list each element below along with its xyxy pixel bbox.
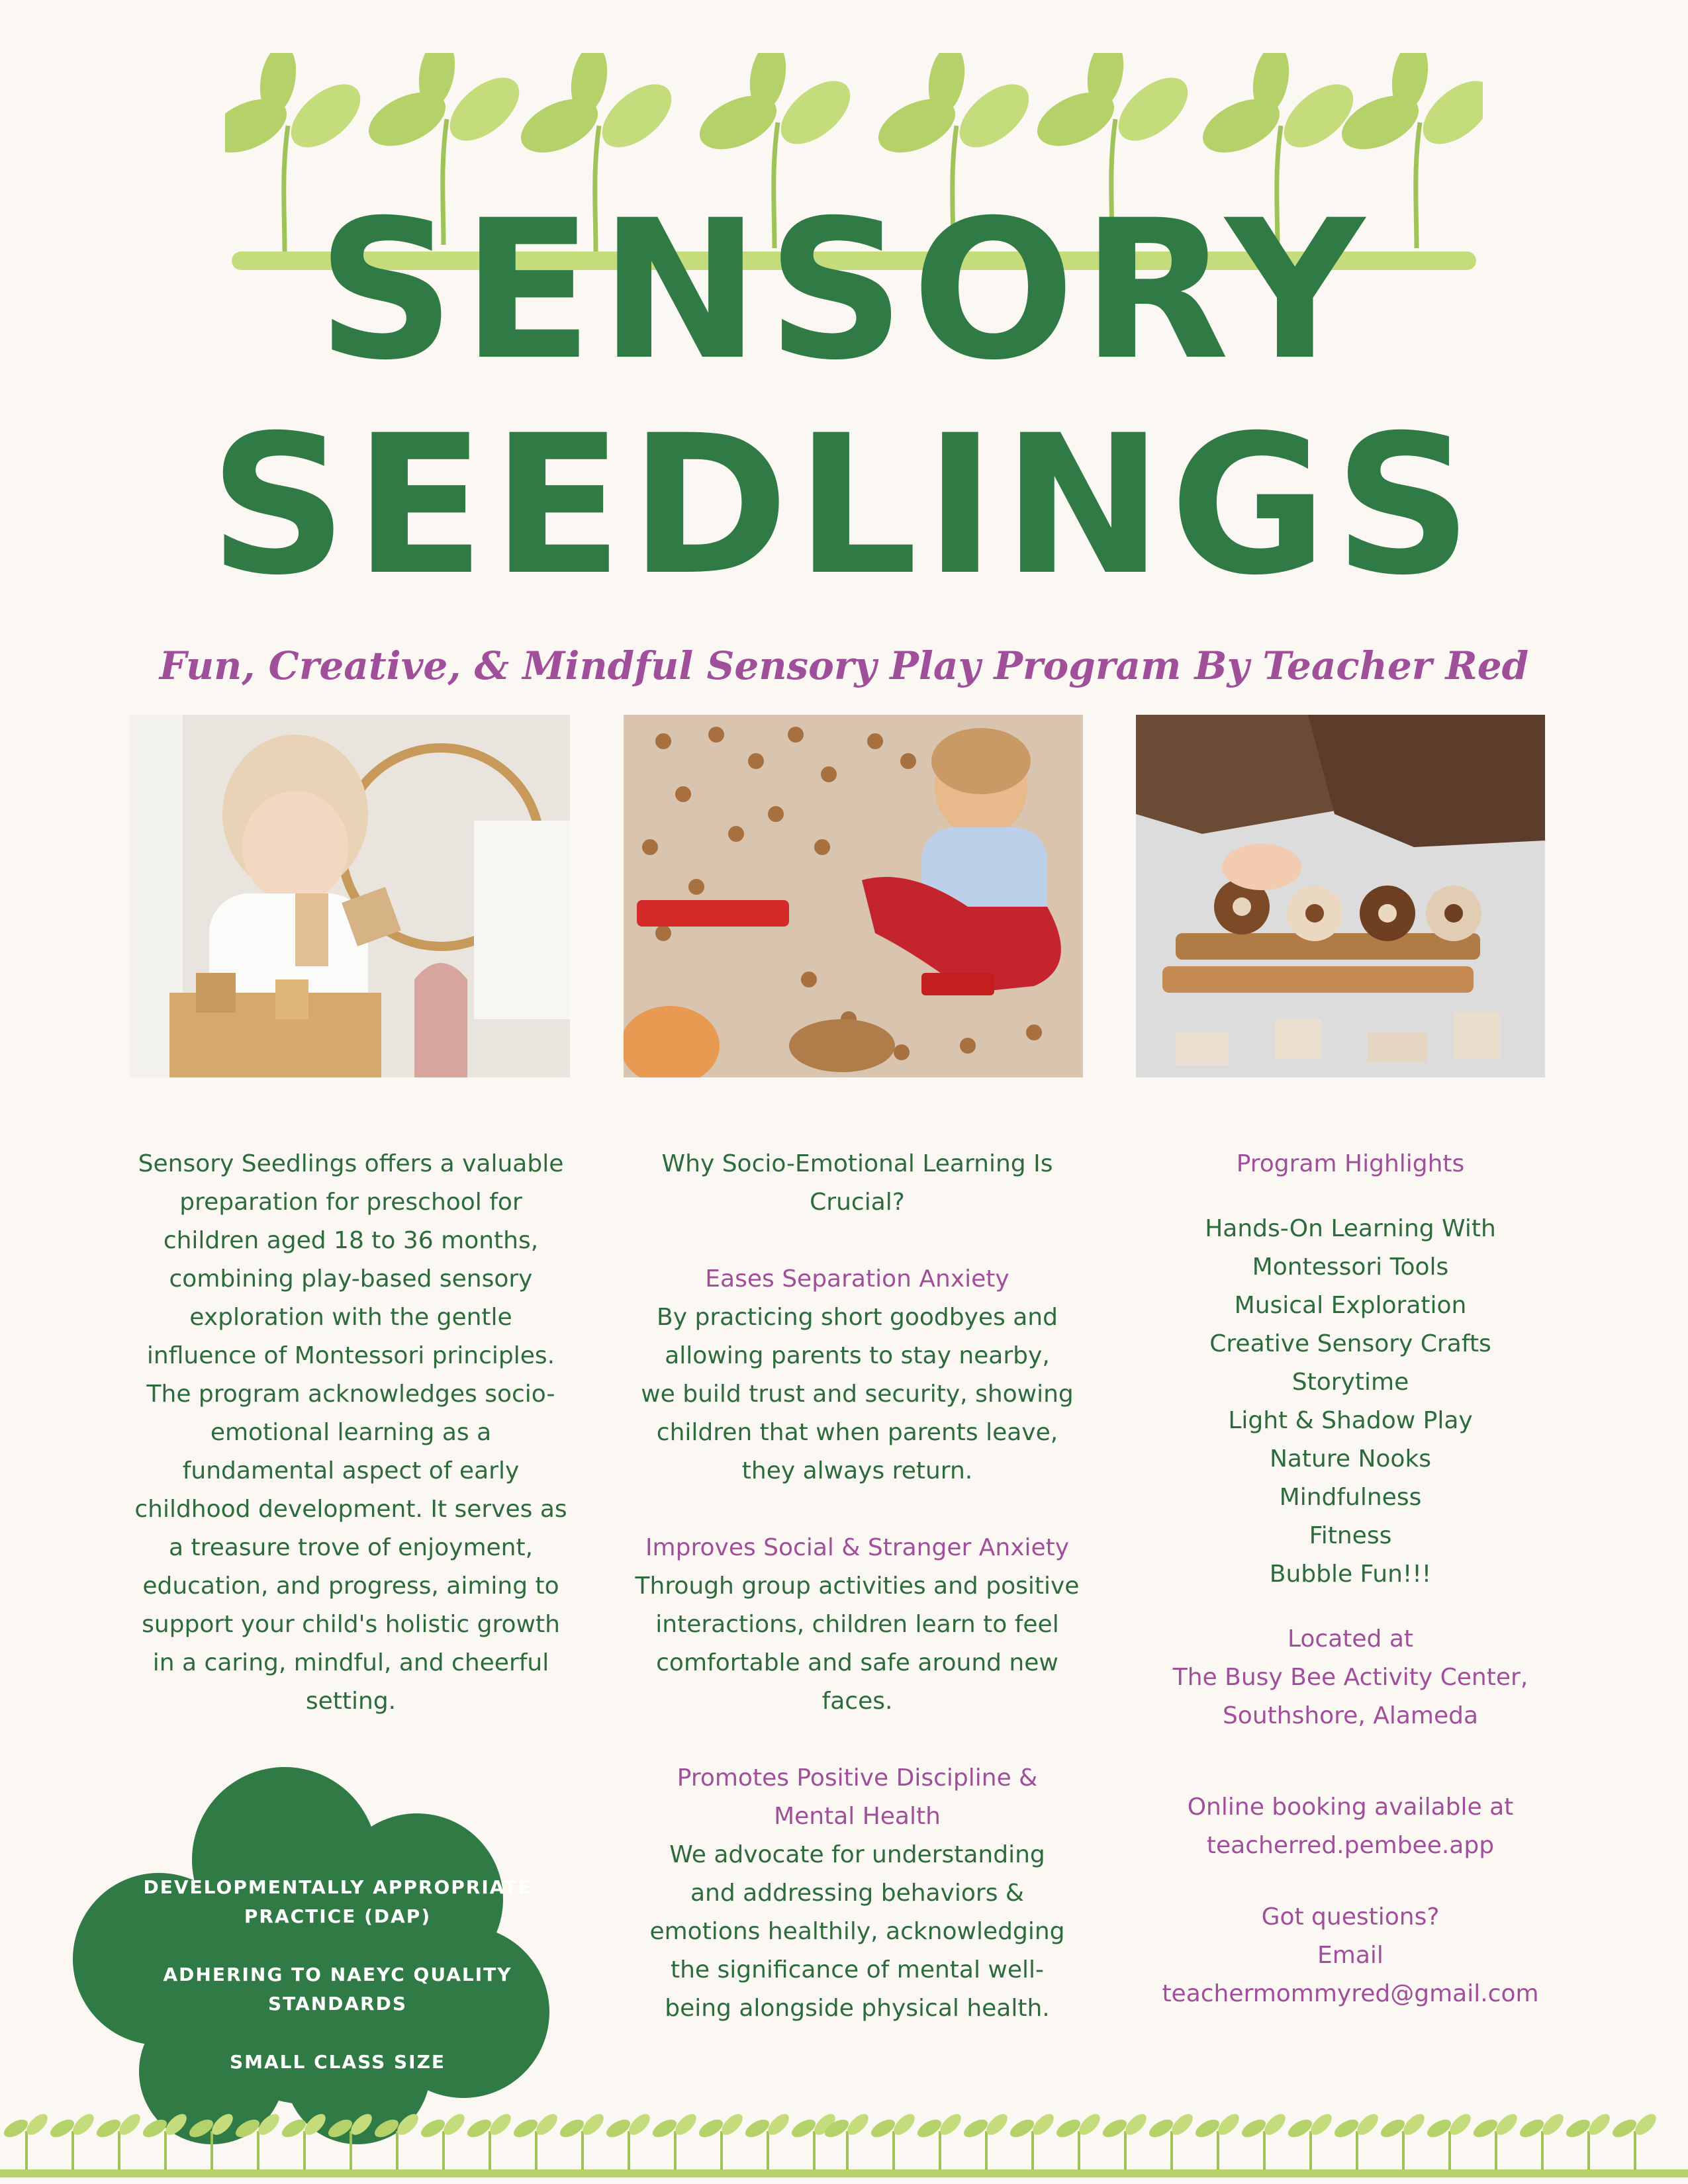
intro-line: combining play-based sensory xyxy=(169,1265,533,1293)
intro-column xyxy=(116,1145,586,1721)
intro-line: support your child's holistic growth xyxy=(142,1611,560,1638)
toddler-building-blocks-photo xyxy=(130,715,570,1077)
intro-line: in a caring, mindful, and cheerful xyxy=(152,1649,549,1676)
child-with-wooden-toy-train-photo xyxy=(1136,715,1545,1077)
sel-section-body: we build trust and security, showing xyxy=(641,1381,1074,1408)
intro-line: exploration with the gentle xyxy=(189,1304,512,1331)
contact-line: Got questions? xyxy=(1261,1903,1440,1931)
highlight-item: Storytime xyxy=(1291,1369,1409,1396)
intro-line: influence of Montessori principles. xyxy=(146,1342,555,1369)
location-line: Southshore, Alameda xyxy=(1222,1702,1479,1729)
contact-email-link[interactable]: teachermommyred@gmail.com xyxy=(1162,1980,1539,2007)
ground-sprouts-icon xyxy=(0,2091,1688,2184)
badge-list xyxy=(132,1873,543,2077)
sel-section-body: interactions, children learn to feel xyxy=(655,1611,1059,1638)
badge-line: STANDARDS xyxy=(267,1993,408,2015)
booking-link[interactable]: teacherred.pembee.app xyxy=(1206,1832,1495,1859)
sel-section-body: being alongside physical health. xyxy=(665,1995,1050,2022)
sel-section-body: emotions healthily, acknowledging xyxy=(649,1918,1065,1945)
sel-section-body: By practicing short goodbyes and xyxy=(657,1304,1058,1331)
intro-line: fundamental aspect of early xyxy=(182,1457,520,1484)
highlight-item: Bubble Fun!!! xyxy=(1269,1561,1432,1588)
highlight-item: Hands-On Learning With xyxy=(1205,1215,1496,1242)
location-line: Located at xyxy=(1287,1625,1414,1653)
highlight-item: Fitness xyxy=(1309,1522,1392,1549)
sel-section-body: the significance of mental well- xyxy=(670,1956,1045,1983)
sel-section-body: Through group activities and positive xyxy=(635,1572,1080,1600)
sel-section-heading: Mental Health xyxy=(774,1803,941,1830)
highlight-item: Mindfulness xyxy=(1279,1484,1422,1511)
sel-column xyxy=(616,1145,1099,2028)
sel-section-body: allowing parents to stay nearby, xyxy=(665,1342,1050,1369)
intro-line: The program acknowledges socio- xyxy=(146,1381,555,1408)
contact-line: Email xyxy=(1317,1942,1383,1969)
sel-section-body: and addressing behaviors & xyxy=(690,1880,1024,1907)
intro-line: children aged 18 to 36 months, xyxy=(163,1227,539,1254)
intro-line: setting. xyxy=(305,1688,397,1715)
boy-playing-with-train-and-nuts-photo xyxy=(624,715,1083,1077)
booking-line: Online booking available at xyxy=(1187,1794,1514,1821)
location-line: The Busy Bee Activity Center, xyxy=(1172,1664,1528,1691)
badge-line: SMALL CLASS SIZE xyxy=(229,2051,446,2073)
title-line-1: SENSORY xyxy=(316,179,1372,402)
sel-section-heading: Improves Social & Stranger Anxiety xyxy=(645,1534,1070,1561)
intro-line: preparation for preschool for xyxy=(179,1189,522,1216)
highlight-item: Light & Shadow Play xyxy=(1228,1407,1473,1434)
sel-section-body: comfortable and safe around new xyxy=(656,1649,1058,1676)
intro-line: emotional learning as a xyxy=(210,1419,492,1446)
highlight-item: Montessori Tools xyxy=(1252,1253,1449,1281)
title-line-2: SEEDLINGS xyxy=(209,394,1479,617)
sel-section-body: faces. xyxy=(821,1688,893,1715)
intro-line: a treasure trove of enjoyment, xyxy=(168,1534,534,1561)
sel-section-heading: Eases Separation Anxiety xyxy=(705,1265,1009,1293)
subtitle: Fun, Creative, & Mindful Sensory Play Program By Teacher Red xyxy=(159,643,1529,688)
badge-line: DEVELOPMENTALLY APPROPRIATE xyxy=(143,1876,532,1898)
highlights-column xyxy=(1139,1145,1562,2013)
badge-line: PRACTICE (DAP) xyxy=(244,1905,432,1927)
highlights-heading: Program Highlights xyxy=(1236,1150,1465,1177)
sel-heading: Crucial? xyxy=(810,1189,905,1216)
badge-line: ADHERING TO NAEYC QUALITY xyxy=(163,1964,512,1985)
highlight-item: Creative Sensory Crafts xyxy=(1209,1330,1491,1357)
sel-section-heading: Promotes Positive Discipline & xyxy=(677,1764,1038,1792)
intro-line: Sensory Seedlings offers a valuable xyxy=(138,1150,564,1177)
intro-line: childhood development. It serves as xyxy=(134,1496,567,1523)
sel-section-body: We advocate for understanding xyxy=(669,1841,1045,1868)
sel-section-body: children that when parents leave, xyxy=(656,1419,1058,1446)
highlight-item: Nature Nooks xyxy=(1269,1445,1432,1473)
sel-heading: Why Socio-Emotional Learning Is xyxy=(661,1150,1053,1177)
highlight-item: Musical Exploration xyxy=(1234,1292,1467,1319)
sel-section-body: they always return. xyxy=(741,1457,973,1484)
intro-line: education, and progress, aiming to xyxy=(142,1572,559,1600)
